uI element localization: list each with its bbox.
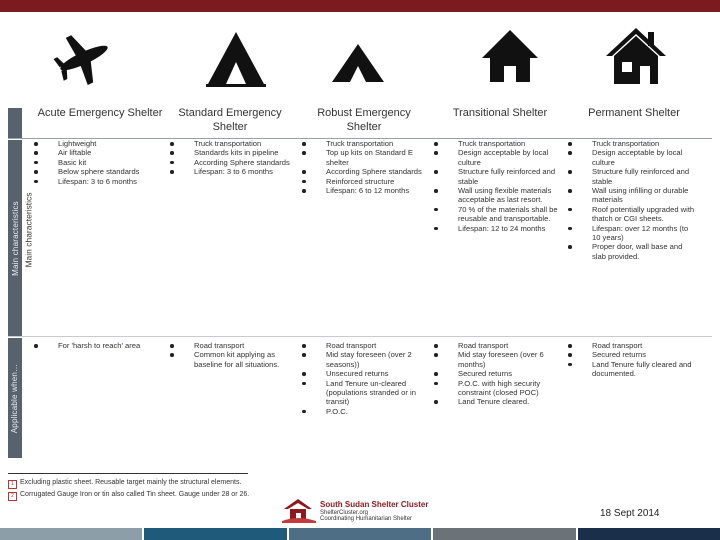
list-item: Lifespan: 3 to 6 months (30, 177, 166, 186)
column-header-standard: Standard Emergency Shelter (178, 107, 282, 133)
list-item: Design acceptable by local culture (430, 148, 564, 167)
row-label-main-characteristics (8, 140, 22, 336)
tent-icon (200, 22, 272, 94)
list-item: Road transport (298, 341, 432, 350)
list-item: Top up kits on Standard E shelter (298, 148, 432, 167)
list-item: Land Tenure fully cleared and documented. (564, 360, 698, 379)
list-item: Structure fully reinforced and stable (430, 167, 564, 186)
list-item: Lifespan: 6 to 12 months (298, 186, 432, 195)
footer-band (433, 528, 575, 540)
cell-applicable-acute (30, 341, 166, 350)
footnote-text: Excluding plastic sheet. Reusable target mainly the structural elements. (20, 479, 242, 486)
cell-applicable-standard (166, 341, 294, 369)
footer-color-bands (0, 528, 720, 540)
list-item: Mid stay foreseen (over 2 seasons)) (298, 350, 432, 369)
footnote-text: Corrugated Gauge Iron or tin also called Tin sheet. Gauge under 28 or 26. (20, 491, 250, 498)
column-header-permanent: Permanent Shelter (588, 107, 680, 119)
cell-applicable-robust (298, 341, 432, 416)
cell-main-transitional (430, 139, 564, 233)
list-item: According Sphere standards (166, 158, 294, 167)
tent-small-icon (322, 22, 394, 94)
list-item: Land Tenure un-cleared (populations stranded or in transit) (298, 379, 432, 407)
list-item: Truck transportation (430, 139, 564, 148)
footer-band (289, 528, 431, 540)
list-item: Lifespan: 3 to 6 months (166, 167, 294, 176)
sidebar-header-spacer (8, 108, 22, 138)
list-item: Lifespan: 12 to 24 months (430, 224, 564, 233)
list-item: 70 % of the materials shall be reusable and transportable. (430, 205, 564, 224)
row-label-applicable-when (8, 338, 22, 458)
list-item: Design acceptable by local culture (564, 148, 698, 167)
list-item: P.O.C. with high security constraint (closed POC) (430, 379, 564, 398)
logo-tagline: Coordinating Humanitarian Shelter (320, 516, 413, 522)
list-item: Road transport (564, 341, 698, 350)
list-item: Structure fully reinforced and stable (564, 167, 698, 186)
list-item: Lightweight (30, 139, 166, 148)
list-item: Secured returns (564, 350, 698, 359)
logo-name: South Sudan Shelter Cluster (320, 500, 429, 509)
top-brand-bar (0, 0, 720, 12)
row-divider (8, 336, 712, 337)
row-label-text: Applicable when… (10, 363, 20, 433)
list-item: According Sphere standards (298, 167, 432, 176)
cell-applicable-permanent (564, 341, 698, 379)
footer-band (0, 528, 142, 540)
cell-main-standard (166, 139, 294, 177)
date-label: 18 Sept 2014 (600, 508, 660, 519)
hut-icon (474, 22, 546, 94)
airplane-icon (48, 22, 120, 94)
list-item: Roof potentially upgraded with thatch or CGI sheets. (564, 205, 698, 224)
cell-applicable-transitional (430, 341, 564, 407)
list-item: Truck transportation (298, 139, 432, 148)
list-item: For 'harsh to reach' area (30, 341, 166, 350)
list-item: Standards kits in pipeline (166, 148, 294, 157)
footer-band (144, 528, 286, 540)
list-item: Truck transportation (166, 139, 294, 148)
footnote-divider (8, 473, 248, 474)
list-item: Below sphere standards (30, 167, 166, 176)
list-item: Secured returns (430, 369, 564, 378)
column-header-transitional: Transitional Shelter (452, 107, 548, 119)
footnote-1 (8, 478, 241, 489)
list-item: Common kit applying as baseline for all situations. (166, 350, 294, 369)
cell-main-permanent (564, 139, 698, 261)
list-item: Mid stay foreseen (over 6 months) (430, 350, 564, 369)
logo-url: ShelterCluster.org (320, 510, 369, 516)
shelter-cluster-logo (282, 495, 316, 528)
list-item: Wall using flexible materials acceptable as last resort. (430, 186, 564, 205)
footnote-marker: 2 (8, 492, 17, 501)
footnote-marker: 1 (8, 480, 17, 489)
side-caption: Main characteristics (24, 192, 35, 268)
cell-main-robust (298, 139, 432, 195)
list-item: Air liftable (30, 148, 166, 157)
house-icon (600, 22, 672, 94)
list-item: Truck transportation (564, 139, 698, 148)
list-item: Unsecured returns (298, 369, 432, 378)
list-item: Lifespan: over 12 months (to 10 years) (564, 224, 698, 243)
footer-band (578, 528, 720, 540)
footnote-2 (8, 490, 249, 501)
list-item: Wall using infilling or durable materials (564, 186, 698, 205)
list-item: Basic kit (30, 158, 166, 167)
list-item: Proper door, wall base and slab provided. (564, 242, 698, 261)
list-item: Land Tenure cleared. (430, 397, 564, 406)
list-item: Road transport (430, 341, 564, 350)
column-header-robust: Robust Emergency Shelter (317, 107, 411, 133)
row-label-text: Main characteristics (10, 200, 20, 276)
cell-main-acute (30, 139, 166, 186)
list-item: P.O.C. (298, 407, 432, 416)
column-header-acute: Acute Emergency Shelter (37, 107, 163, 119)
list-item: Road transport (166, 341, 294, 350)
list-item: Reinforced structure (298, 177, 432, 186)
